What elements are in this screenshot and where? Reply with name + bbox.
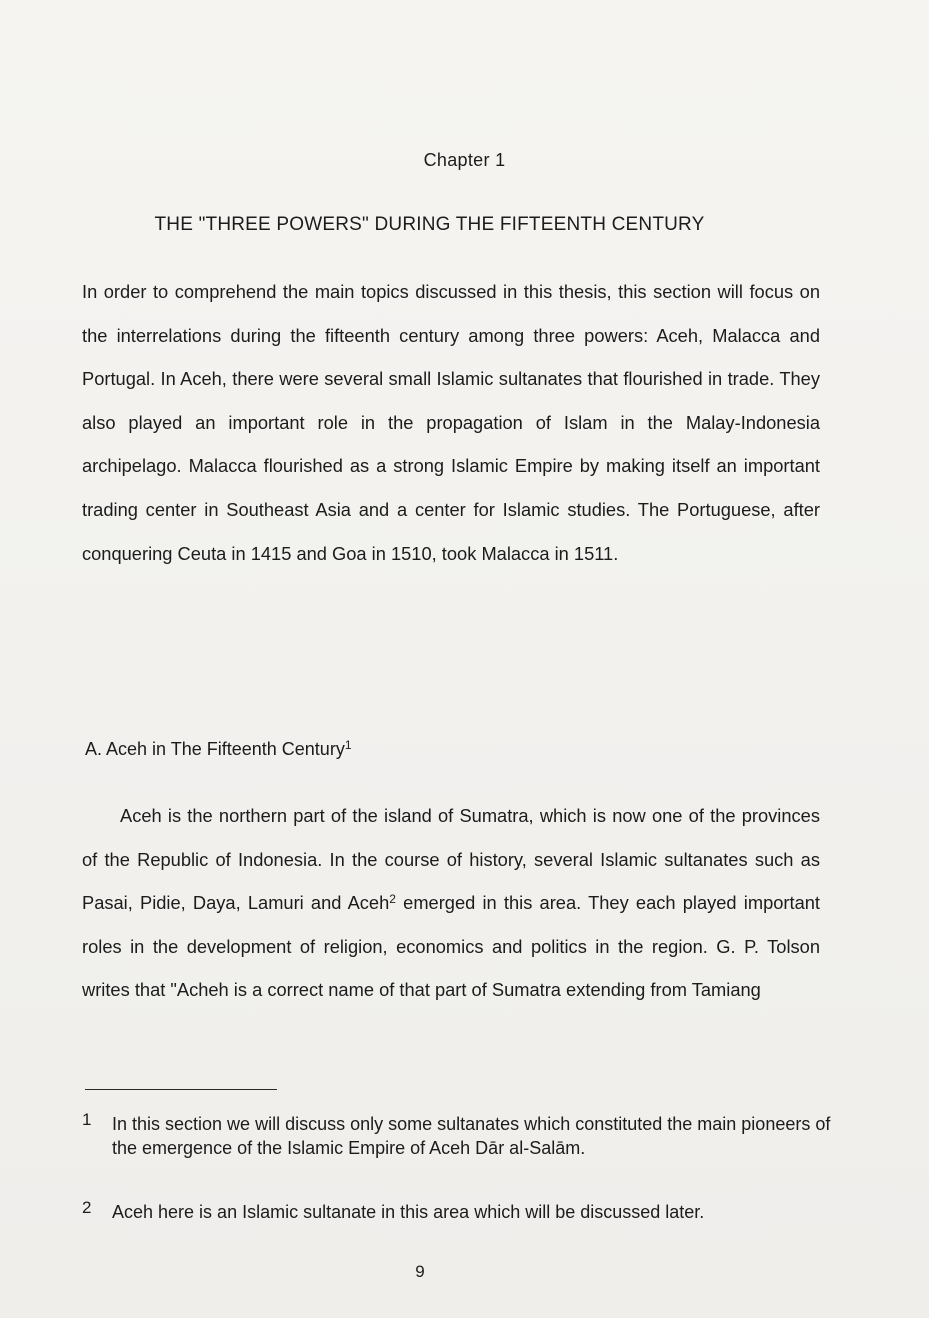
- footnote-number: 1: [82, 1110, 92, 1129]
- footnote-text: Aceh here is an Islamic sultanate in this area which will be discussed later.: [112, 1202, 705, 1222]
- chapter-label: Chapter 1: [423, 150, 506, 170]
- page-number: 9: [415, 1262, 425, 1281]
- footnote-divider: [85, 1089, 277, 1090]
- footnote-number: 2: [82, 1198, 92, 1217]
- aceh-paragraph-part2: emerged in this area. They each played important roles in the development of religion, economics and politics in the region. G. P. Tolson writes that "Acheh is a correct name of that part of Sumatra extending from Tamiang: [82, 892, 820, 1001]
- footnote-ref-1: 1: [344, 738, 352, 752]
- chapter-title: THE "THREE POWERS" DURING THE FIFTEENTH CENTURY: [154, 214, 705, 235]
- section-heading-text: A. Aceh in The Fifteenth Century: [85, 739, 345, 759]
- intro-paragraph: In order to comprehend the main topics discussed in this thesis, this section will focus on the interrelations during the fifteenth century among three powers: Aceh, Malacca and Portugal. In Aceh, there were several small Islamic sultanates that flourished in trade. They also played an important role in the propagation of Islam in the Malay-Indonesia archipelago. Malacca flourished as a strong Islamic Empire by making itself an important trading center in Southeast Asia and a center for Islamic studies. The Portuguese, after conquering Ceuta in 1415 and Goa in 1510, took Malacca in 1511.: [82, 281, 820, 564]
- section-heading: [85, 738, 352, 760]
- footnote-text: In this section we will discuss only some sultanates which constituted the main pioneers of the emergence of the Islamic Empire of Aceh Dār al-Salām.: [112, 1114, 831, 1158]
- aceh-paragraph: [82, 794, 820, 1012]
- aceh-paragraph-part1: Aceh is the northern part of the island of Sumatra, which is now one of the provinces of the Republic of Indonesia. In the course of history, several Islamic sultanates such as Pasai, Pidie, Daya, Lamuri and Aceh: [82, 805, 820, 914]
- footnote-ref-2: 2: [389, 892, 396, 907]
